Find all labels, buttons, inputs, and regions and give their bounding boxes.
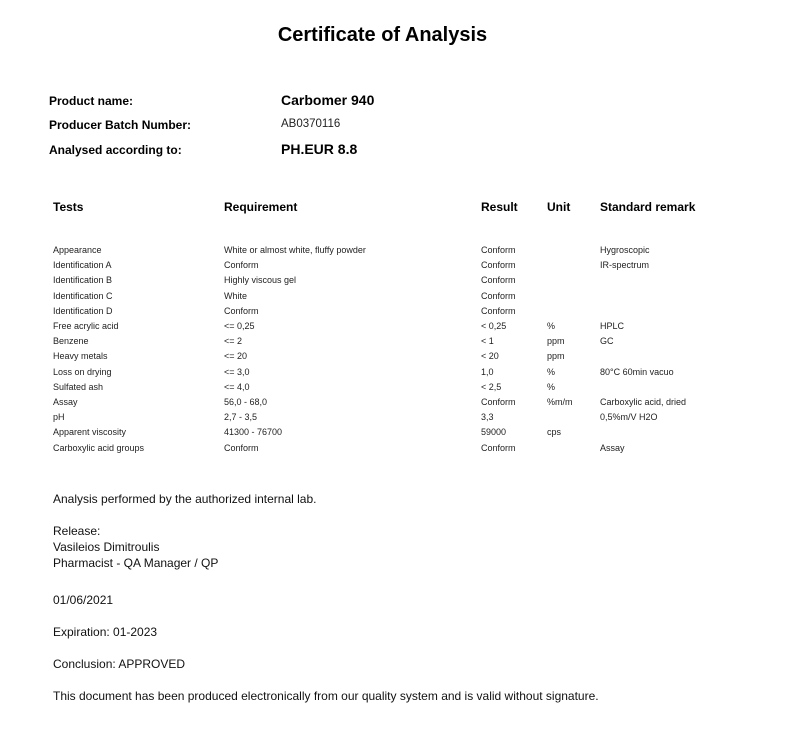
cell-requirement: <= 4,0 (224, 381, 250, 392)
cell-remark: Hygroscopic (600, 245, 650, 255)
cell-test: Identification D (53, 305, 113, 316)
header-standard-remark: Standard remark (600, 200, 696, 214)
cell-unit: % (547, 366, 556, 377)
product-name-value: Carbomer 940 (281, 92, 375, 108)
cell-test: Apparent viscosity (53, 427, 127, 438)
batch-number-label: Producer Batch Number: (49, 118, 192, 132)
analysis-note: Analysis performed by the authorized internal lab. (53, 492, 317, 506)
cell-test: Free acrylic acid (53, 321, 119, 331)
cell-remark: IR-spectrum (600, 260, 650, 271)
cell-unit: % (547, 321, 556, 331)
cell-remark: HPLC (600, 321, 625, 331)
cell-result: 1,0 (481, 366, 494, 377)
cell-result: Conform (481, 275, 516, 286)
cell-requirement: <= 2 (224, 336, 243, 347)
cell-result: Conform (481, 442, 516, 453)
cell-result: < 20 (481, 351, 499, 362)
analysed-according-value: PH.EUR 8.8 (281, 141, 358, 157)
cell-test: Sulfated ash (53, 381, 104, 392)
cell-test: Identification A (53, 260, 112, 271)
cell-result: 59000 (481, 427, 507, 438)
cell-test: Carboxylic acid groups (53, 442, 145, 453)
cell-remark: Assay (600, 442, 625, 453)
cell-result: < 0,25 (481, 321, 507, 331)
cell-result: Conform (481, 245, 516, 255)
analysed-according-label: Analysed according to: (49, 143, 182, 157)
cell-remark: 80°C 60min vacuo (600, 366, 674, 377)
expiration-date: Expiration: 01-2023 (53, 625, 158, 639)
cell-result: Conform (481, 397, 516, 407)
cell-unit: %m/m (547, 397, 573, 407)
cell-test: Identification B (53, 275, 113, 286)
product-name-label: Product name: (49, 94, 134, 108)
cell-test: Heavy metals (53, 351, 108, 362)
cell-requirement: Conform (224, 305, 259, 316)
cell-result: 3,3 (481, 412, 494, 423)
cell-requirement: Highly viscous gel (224, 275, 297, 286)
header-result: Result (481, 200, 518, 214)
cell-result: Conform (481, 290, 516, 301)
cell-requirement: <= 3,0 (224, 366, 250, 377)
release-date: 01/06/2021 (53, 593, 114, 607)
release-label: Release: (53, 524, 101, 538)
cell-test: Appearance (53, 245, 102, 255)
cell-remark: 0,5%m/V H2O (600, 412, 658, 423)
header-tests: Tests (53, 200, 84, 214)
header-requirement: Requirement (224, 200, 298, 214)
validity-note: This document has been produced electronically from our quality system and is valid without signature. (53, 689, 599, 703)
cell-test: Identification C (53, 290, 113, 301)
cell-result: < 2,5 (481, 381, 502, 392)
cell-test: Loss on drying (53, 366, 112, 377)
cell-requirement: 2,7 - 3,5 (224, 412, 258, 423)
batch-number-value: AB0370116 (281, 118, 341, 130)
cell-test: Assay (53, 397, 78, 407)
cell-requirement: 56,0 - 68,0 (224, 397, 268, 407)
cell-remark: GC (600, 336, 614, 347)
cell-result: Conform (481, 305, 516, 316)
cell-requirement: <= 0,25 (224, 321, 255, 331)
cell-test: pH (53, 412, 65, 423)
cell-requirement: 41300 - 76700 (224, 427, 283, 438)
cell-result: Conform (481, 260, 516, 271)
cell-requirement: White (224, 290, 248, 301)
cell-result: < 1 (481, 336, 494, 347)
cell-unit: ppm (547, 351, 565, 362)
cell-requirement: Conform (224, 260, 259, 271)
cell-test: Benzene (53, 336, 89, 347)
cell-unit: cps (547, 427, 562, 438)
cell-requirement: <= 20 (224, 351, 248, 362)
release-role: Pharmacist - QA Manager / QP (53, 556, 219, 570)
release-name: Vasileios Dimitroulis (53, 540, 160, 554)
cell-remark: Carboxylic acid, dried (600, 397, 687, 407)
document-title: Certificate of Analysis (277, 24, 488, 46)
header-unit: Unit (547, 200, 571, 214)
cell-requirement: White or almost white, fluffy powder (224, 245, 366, 255)
cell-unit: ppm (547, 336, 565, 347)
cell-unit: % (547, 381, 556, 392)
conclusion: Conclusion: APPROVED (53, 657, 186, 671)
cell-requirement: Conform (224, 442, 259, 453)
